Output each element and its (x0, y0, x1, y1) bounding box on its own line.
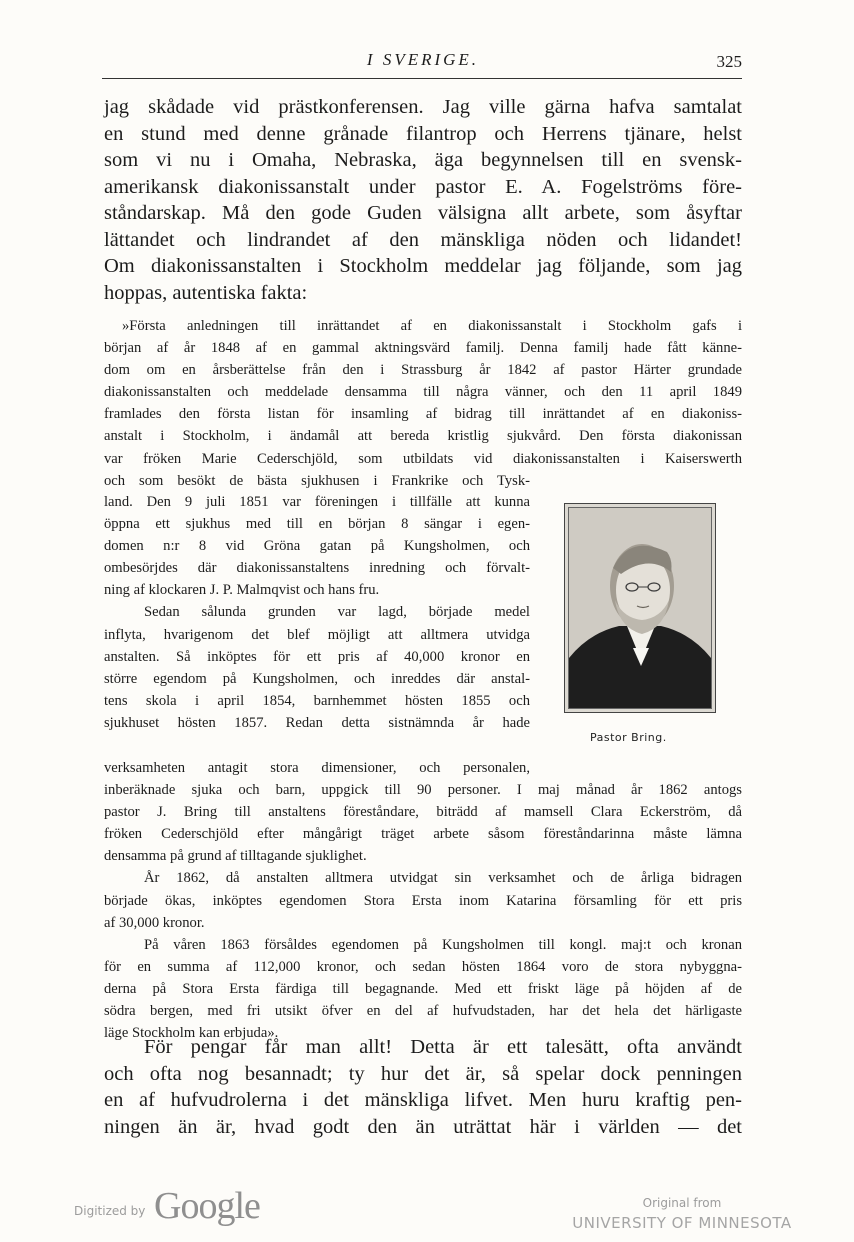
quote-line: verksamheten antagit stora dimensioner, och personalen, (104, 760, 530, 776)
quote-line: »Första anledningen till inrättandet af en diakonissanstalt i Stockholm gafs i (122, 318, 742, 334)
quote-line: ombesörjdes där diakonissanstaltens inredning och förvalt- (104, 560, 530, 577)
text-line: ningen än är, hvad godt den än uträttat här i världen — det (104, 1115, 742, 1138)
university-label: UNIVERSITY OF MINNESOTA (572, 1214, 792, 1232)
quote-line: sjukhuset hösten 1857. Redan detta sistnämnda år hade (104, 714, 530, 731)
quote-line: inberäknade sjuka och barn, uppgick till 90 personer. I maj månad år 1862 antogs (104, 782, 742, 799)
quote-line: större egendom på Kungsholmen, och inreddes där anstal- (104, 670, 530, 687)
text-line: För pengar får man allt! Detta är ett talesätt, ofta användt (144, 1036, 742, 1058)
portrait-photo (568, 507, 712, 709)
quote-line: inflyta, hvarigenom det blef möjligt att alltmera utvidga (104, 626, 530, 643)
quote-line: densamma på grund af tilltagande sjuklighet. (104, 848, 367, 865)
text-line: hoppas, autentiska fakta: (104, 281, 308, 304)
lead-paragraph (104, 94, 742, 306)
portrait-figure (569, 508, 711, 708)
page-number: 325 (716, 52, 742, 71)
quote-line: framlades den första listan för insamling af bidrag till inrättandet af en diakoniss- (104, 406, 742, 423)
text-line: Om diakonissanstalten i Stockholm meddelar jag följande, som jag (104, 255, 742, 277)
quote-line: derna på Stora Ersta färdiga till begagnande. Med ett friskt läge på höjden af de (104, 980, 742, 997)
google-logo: Google (154, 1185, 260, 1227)
quote-line: domen n:r 8 vid Gröna gatan på Kungsholmen, och (104, 538, 530, 555)
quote-block-narrow (104, 491, 530, 734)
quote-line: början af år 1848 af en gammal aktningsvärd familj. Denna familj hade fått känne- (104, 340, 742, 357)
text-line: en af hufvudrolerna i det mänskliga lifvet. Men huru kraftig pen- (104, 1089, 742, 1111)
quote-line: Sedan sålunda grunden var lagd, började medel (144, 604, 530, 621)
digitized-by-label: Digitized by (74, 1204, 146, 1218)
portrait-image (564, 503, 716, 713)
quote-line: af 30,000 kronor. (104, 914, 205, 931)
quote-line: började ökas, inköptes egendomen Stora Ersta inom Katarina församling för ett pris (104, 892, 742, 909)
text-line: en stund med denne grånade filantrop och Herrens tjänare, helst (104, 122, 742, 145)
running-title: I SVERIGE. (366, 50, 480, 69)
quote-line: och som besökt de bästa sjukhusen i Frankrike och Tysk- (104, 472, 530, 489)
text-line: ståndarskap. Må den gode Guden välsigna allt arbete, som åsyftar (104, 202, 742, 224)
quote-line: År 1862, då anstalten alltmera utvidgat sin verksamhet och de årliga bidragen (144, 870, 742, 887)
quote-line: läge Stockholm kan erbjuda». (104, 1025, 279, 1042)
quote-line: På våren 1863 försåldes egendomen på Kungsholmen till kongl. maj:t och kronan (144, 936, 742, 953)
quote-line: ning af klockaren J. P. Malmqvist och hans fru. (104, 582, 380, 599)
quote-block-bottom (104, 757, 742, 1044)
quote-line: fröken Cederschjöld efter mångårigt träget arbete såsom föreståndarinna måste lämna (104, 826, 742, 843)
quote-line: land. Den 9 juli 1851 var föreningen i tillfälle att kunna (104, 494, 530, 510)
quote-line: dom om en årsberättelse från den i Strassburg år 1842 af pastor Härter grundade (104, 362, 742, 379)
running-head (104, 50, 742, 74)
quote-line: tens skola i april 1854, barnhemmet hösten 1855 och (104, 692, 530, 709)
text-line: som vi nu i Omaha, Nebraska, äga begynnelsen till en svensk- (104, 149, 742, 171)
quote-line: för en summa af 112,000 kronor, och sedan hösten 1864 voro de stora nybyggna- (104, 958, 742, 975)
portrait-caption: Pastor Bring. (590, 731, 667, 744)
quote-line: anstalt i Stockholm, i ändamål att bereda kristlig sjukvård. Den första diakonissan (104, 428, 742, 445)
header-rule (102, 78, 742, 79)
quote-line: pastor J. Bring till anstaltens föreståndare, biträdd af mamsell Clara Eckerström, då (104, 804, 742, 821)
text-line: lättandet och lindrandet af den mänskliga nöden och lidandet! (104, 228, 742, 251)
quote-line: diakonissanstalten och meddelade densamma till några vänner, och den 11 april 1849 (104, 384, 742, 401)
text-line: amerikansk diakonissanstalt under pastor E. A. Fogelströms före- (104, 175, 742, 198)
text-line: jag skådade vid prästkonferensen. Jag ville gärna hafva samtalat (104, 96, 742, 118)
tail-paragraph (104, 1034, 742, 1140)
quote-line: anstalten. Så inköptes för ett pris af 40,000 kronor en (104, 648, 530, 665)
original-from-label: Original from (642, 1196, 722, 1210)
quote-line: södra bergen, med fri utsikt öfver en del af hufvudstaden, har det hela det härligaste (104, 1003, 742, 1020)
quote-line: var fröken Marie Cederschjöld, som utbildats vid diakonissanstalten i Kaiserswerth (104, 450, 742, 467)
text-line: och ofta nog besannadt; ty hur det är, så spelar dock penningen (104, 1062, 742, 1085)
quote-line: öppna ett sjukhus med till en början 8 sängar i egen- (104, 516, 530, 533)
quote-block-top (104, 315, 742, 492)
